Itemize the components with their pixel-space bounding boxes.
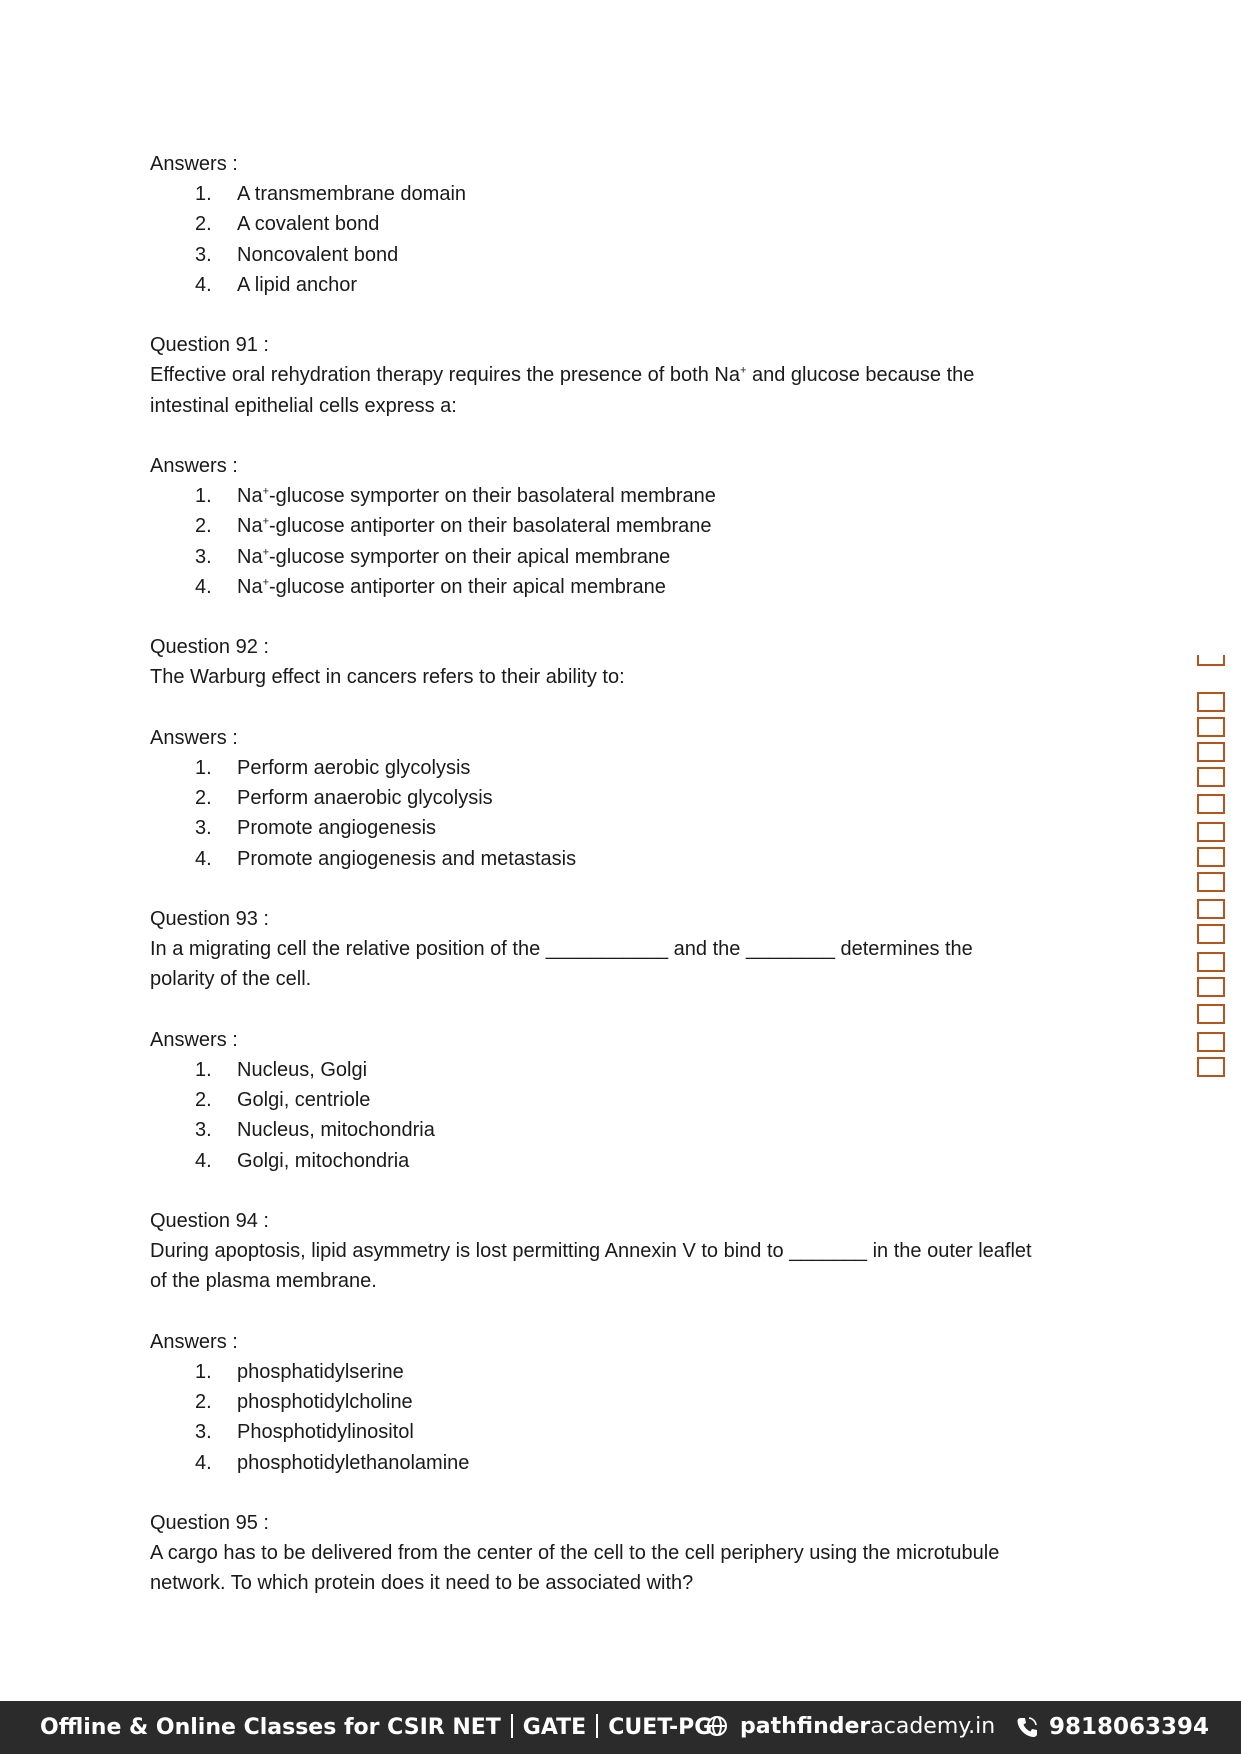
answers-list: [150, 753, 1100, 874]
question-94-text-line2: of the plasma membrane.: [150, 1270, 377, 1293]
question-94-text: During apoptosis, lipid asymmetry is lost permitting Annexin V to bind to _______ in the outer leaflet: [150, 1240, 1032, 1263]
list-item: 4. Promote angiogenesis and metastasis: [195, 847, 577, 870]
list-item: 3. Nucleus, mitochondria: [195, 1119, 435, 1142]
list-item: 2. phosphotidylcholine: [195, 1391, 413, 1414]
question-93-label: Question 93 :: [150, 908, 269, 930]
list-item: 3. Promote angiogenesis: [195, 817, 437, 840]
answers-list: [150, 481, 1100, 602]
footer-classes: Offline & Online Classes for CSIR NET GATE CUET-PG: [40, 1715, 713, 1740]
footer-separator: [511, 1714, 513, 1738]
question-91-text: Effective oral rehydration therapy requires the presence of both Na+ and glucose because the: [150, 364, 975, 387]
list-item: 3. Noncovalent bond: [195, 243, 399, 266]
question-91-label: Question 91 :: [150, 334, 269, 357]
question-95-text-line2: network. To which protein does it need to be associated with?: [150, 1572, 694, 1595]
answers-label: Answers :: [150, 455, 238, 477]
list-item: 1. Na+-glucose symporter on their basolateral membrane: [195, 485, 716, 508]
list-item: 2. Na+-glucose antiporter on their basolateral membrane: [195, 515, 712, 538]
question-93-text-line2: polarity of the cell.: [150, 968, 312, 991]
list-item: 1. Perform aerobic glycolysis: [195, 757, 471, 779]
answers-label: Answers :: [150, 1028, 238, 1051]
question-95-text: A cargo has to be delivered from the center of the cell to the cell periphery using the microtubule: [150, 1542, 1000, 1565]
list-item: 4. A lipid anchor: [195, 273, 358, 296]
list-item: 2. Golgi, centriole: [195, 1089, 371, 1112]
footer-separator: [596, 1714, 598, 1738]
question-92-label: Question 92 :: [150, 636, 269, 659]
answers-label: Answers :: [150, 726, 238, 749]
question-93-text: In a migrating cell the relative position of the ___________ and the ________ determines the: [150, 938, 973, 961]
footer-phone: 9818063394: [1017, 1714, 1209, 1740]
globe-icon: [706, 1715, 728, 1737]
question-95-label: Question 95 :: [150, 1512, 269, 1534]
list-item: 3. Na+-glucose symporter on their apical membrane: [195, 545, 671, 568]
answers-list: [150, 1055, 1100, 1176]
question-91-text-line2: intestinal epithelial cells express a:: [150, 394, 457, 417]
list-item: 3. Phosphotidylinositol: [195, 1421, 414, 1444]
list-item: 2. Perform anaerobic glycolysis: [195, 787, 493, 810]
question-92-text: The Warburg effect in cancers refers to their ability to:: [150, 666, 625, 689]
document-body: [150, 149, 1100, 1599]
list-item: 1. phosphatidylserine: [195, 1361, 404, 1383]
list-item: 4. Golgi, mitochondria: [195, 1149, 410, 1172]
list-item: 1. Nucleus, Golgi: [195, 1059, 368, 1081]
answers-label: Answers :: [150, 1330, 238, 1353]
side-watermark: [1196, 655, 1226, 1085]
answers-list: [150, 1357, 1100, 1478]
list-item: 4. Na+-glucose antiporter on their apical membrane: [195, 575, 666, 598]
list-item: 4. phosphotidylethanolamine: [195, 1451, 470, 1474]
answers-label: Answers :: [150, 153, 238, 175]
footer-bar: [0, 1701, 1241, 1754]
phone-icon: [1017, 1716, 1037, 1738]
list-item: 1. A transmembrane domain: [195, 183, 467, 206]
answers-list: [150, 179, 1100, 300]
footer-website: pathfinderacademy.in: [706, 1714, 995, 1739]
question-94-label: Question 94 :: [150, 1210, 269, 1232]
list-item: 2. A covalent bond: [195, 213, 380, 236]
